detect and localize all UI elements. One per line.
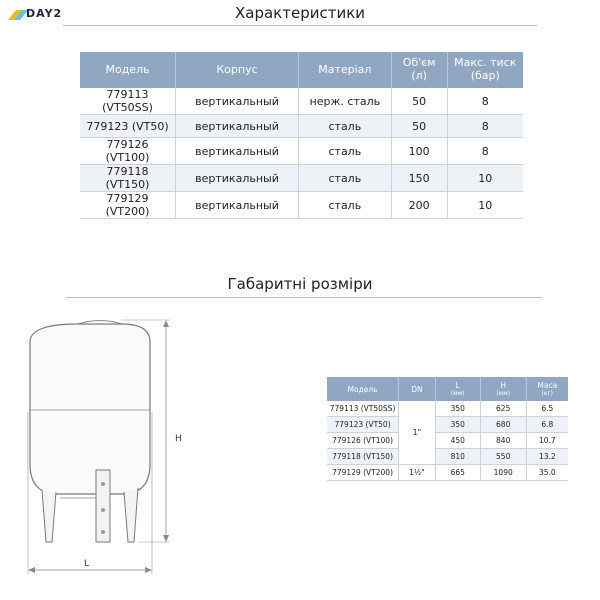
specs-table [80,52,523,219]
specs-cell: 10 [447,165,523,192]
dimensions-cell-l: 810 [435,449,480,465]
dimensions-table [327,377,568,481]
specs-header-cell: Модель [80,52,176,88]
dimensions-cell-mass: 35.0 [526,465,568,481]
dimensions-header-label: H [500,380,507,390]
tank-port-bolt [101,482,105,486]
h-label: H [175,434,182,444]
specs-title: Характеристики [234,4,366,22]
specs-cell: 8 [447,138,523,165]
specs-cell: вертикальный [176,138,299,165]
tank-port-bolt [101,530,105,534]
specs-cell: 779118 (VT150) [80,165,176,192]
dimensions-header-cell [526,377,568,401]
specs-cell: 779123 (VT50) [80,115,176,138]
dimensions-title-rule [66,297,542,298]
dimensions-header-label: Маса [537,380,558,390]
dimensions-header-unit: (кг) [541,389,554,397]
dimensions-cell-model: 779129 (VT200) [327,465,399,481]
h-arrow-top [163,320,169,327]
specs-cell: 8 [447,88,523,115]
specs-cell: 779113 (VT50SS) [80,88,176,115]
dimensions-cell-model: 779126 (VT100) [327,433,399,449]
dimensions-cell-h: 550 [480,449,526,465]
dimensions-cell-mass: 13.2 [526,449,568,465]
tank-body [30,324,150,494]
specs-cell: вертикальный [176,192,299,219]
specs-header-row [80,52,523,88]
specs-cell: вертикальный [176,88,299,115]
specs-header-cell: Об'єм (л) [391,52,447,88]
l-arrow-left [28,567,35,573]
dimensions-header-cell: Модель [327,377,399,401]
dimensions-cell-dn: 1" [399,401,436,465]
specs-cell: нерж. сталь [298,88,391,115]
specs-cell: 10 [447,192,523,219]
specs-cell: сталь [298,115,391,138]
specs-cell: сталь [298,165,391,192]
h-arrow-bottom [163,535,169,542]
specs-row [80,138,523,165]
dimensions-row [327,417,568,433]
specs-row [80,165,523,192]
specs-cell: сталь [298,138,391,165]
specs-row [80,115,523,138]
specs-cell: вертикальный [176,115,299,138]
dimensions-title: Габаритні розміри [227,275,373,293]
specs-cell: 779126 (VT100) [80,138,176,165]
l-label: L [84,559,90,569]
dimensions-header-cell [480,377,526,401]
dimensions-cell-model: 779123 (VT50) [327,417,399,433]
specs-cell: 779129 (VT200) [80,192,176,219]
specs-cell: 200 [391,192,447,219]
dimensions-cell-mass: 10.7 [526,433,568,449]
dimensions-cell-l: 350 [435,417,480,433]
specs-title-rule [63,25,537,26]
dimensions-row [327,465,568,481]
dimensions-cell-mass: 6.8 [526,417,568,433]
dimensions-cell-model: 779113 (VT50SS) [327,401,399,417]
specs-header-cell: Матеріал [298,52,391,88]
dimensions-cell-mass: 6.5 [526,401,568,417]
tank-port-bolt [101,508,105,512]
dimensions-cell-l: 450 [435,433,480,449]
dimensions-header-row [327,377,568,401]
dimensions-cell-l: 350 [435,401,480,417]
tank-leg-left [42,490,56,542]
dimensions-cell-dn: 1½" [399,465,436,481]
specs-header-cell: Макс. тиск (бар) [447,52,523,88]
specs-row [80,88,523,115]
dimensions-header-label: L [455,380,460,390]
specs-row [80,192,523,219]
specs-cell: 8 [447,115,523,138]
l-arrow-right [145,567,152,573]
dimensions-row [327,449,568,465]
specs-cell: 50 [391,115,447,138]
dimensions-row [327,433,568,449]
dimensions-header-cell [435,377,480,401]
specs-cell: 150 [391,165,447,192]
dimensions-header-unit: (мм) [450,389,465,397]
dimensions-cell-model: 779118 (VT150) [327,449,399,465]
dimensions-header-unit: (мм) [496,389,511,397]
dimensions-header-cell: DN [399,377,436,401]
specs-cell: вертикальный [176,165,299,192]
specs-cell: сталь [298,192,391,219]
tank-leg-right [124,488,138,542]
dimensions-cell-h: 680 [480,417,526,433]
dimensions-cell-h: 840 [480,433,526,449]
specs-header-cell: Корпус [176,52,299,88]
specs-cell: 50 [391,88,447,115]
tank-drawing [20,312,220,582]
specs-cell: 100 [391,138,447,165]
dimensions-cell-h: 625 [480,401,526,417]
dimensions-cell-h: 1090 [480,465,526,481]
brand-name: DAY2 [26,7,63,20]
dimensions-cell-l: 665 [435,465,480,481]
dimensions-row [327,401,568,417]
